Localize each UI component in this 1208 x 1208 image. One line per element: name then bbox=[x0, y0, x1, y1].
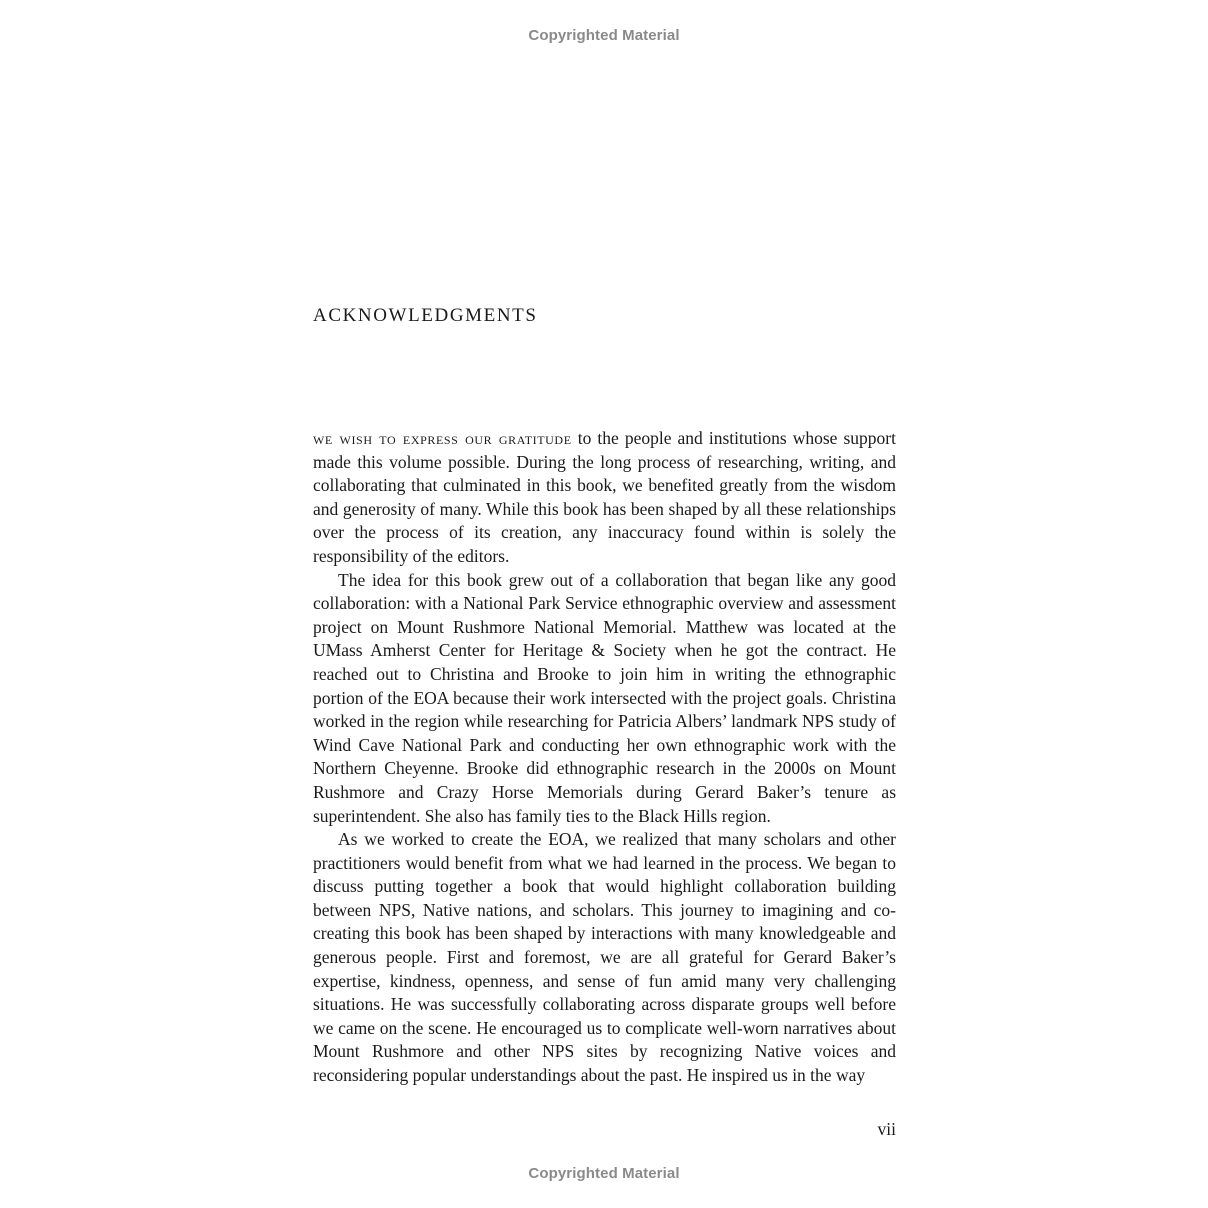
copyright-watermark-bottom: Copyrighted Material bbox=[528, 1165, 680, 1182]
chapter-title: ACKNOWLEDGMENTS bbox=[313, 305, 538, 326]
paragraph-1 bbox=[313, 427, 896, 569]
paragraph-1-text: to the people and institutions whose support made this volume possible. During the long process of researching, writing, and collaborating that culminated in this book, we benefited greatly from the wisdom and generosity of many. While this book has been shaped by all these relationships over the process of its creation, any inaccuracy found within is solely the responsibility of the editors. bbox=[313, 428, 897, 566]
paragraph-1-lead-in: we wish to express our gratitude bbox=[313, 428, 572, 448]
copyright-watermark-top: Copyrighted Material bbox=[528, 27, 680, 44]
paragraph-2: The idea for this book grew out of a collaboration that began like any good collaboration: with a National Park Service ethnographic overview and assessment project on Mount Rushmore National Memorial. Matthew was located at the UMass Amherst Center for Heritage & Society when he got the contract. He reached out to Christina and Brooke to join him in writing the ethnographic portion of the EOA because their work intersected with the project goals. Christina worked in the region while researching for Patricia Albers’ landmark NPS study of Wind Cave National Park and conducting her own ethnographic work with the Northern Cheyenne. Brooke did ethnographic research in the 2000s on Mount Rushmore and Crazy Horse Memorials during Gerard Baker’s tenure as superintendent. She also has family ties to the Black Hills region. bbox=[313, 569, 896, 826]
paragraph-3: As we worked to create the EOA, we realized that many scholars and other practitioners would benefit from what we had learned in the process. We began to discuss putting together a book that would highlight collaboration building between NPS, Native nations, and scholars. This journey to imagining and co-creating this book has been shaped by interactions with many knowledgeable and generous people. First and foremost, we are all grateful for Gerard Baker’s expertise, kindness, openness, and sense of fun amid many very challenging situations. He was successfully collaborating across disparate groups well before we came on the scene. He encouraged us to complicate well-worn narratives about Mount Rushmore and other NPS sites by recognizing Native voices and reconsidering popular understandings about the past. He inspired us in the way bbox=[313, 829, 896, 1086]
page-number: vii bbox=[877, 1119, 896, 1139]
body-text bbox=[313, 427, 896, 1088]
